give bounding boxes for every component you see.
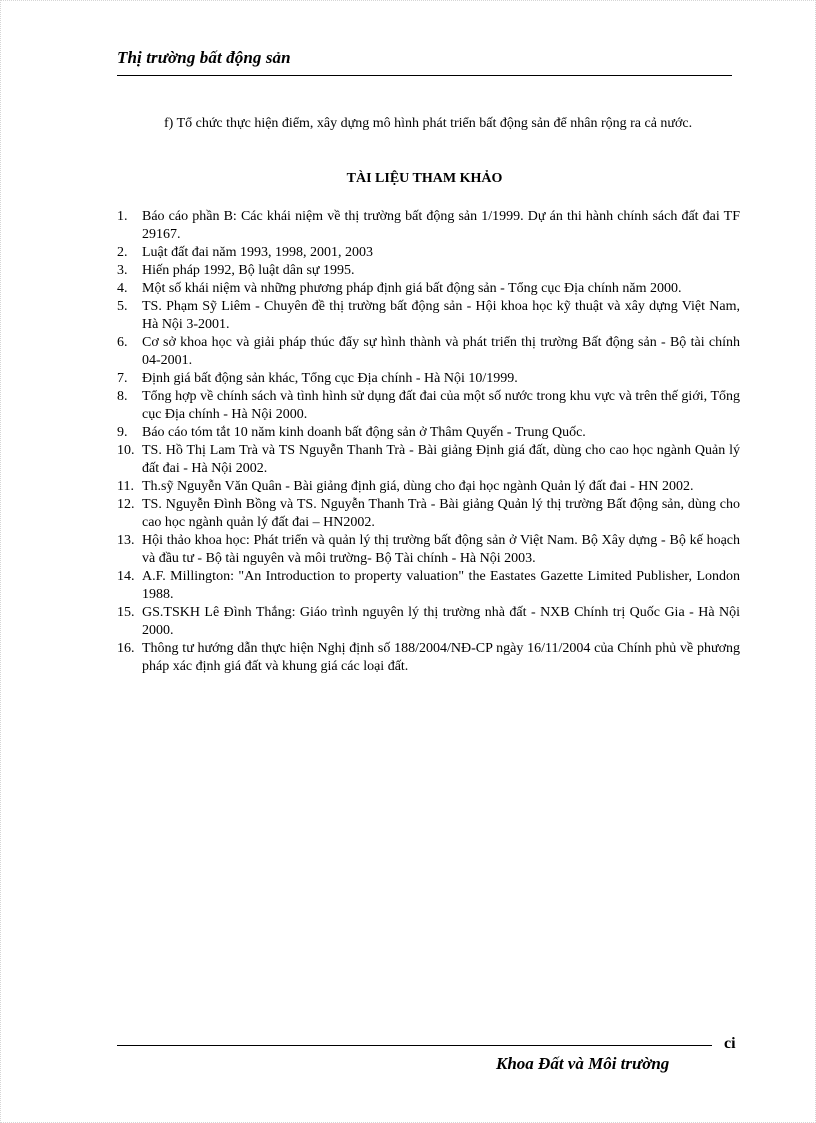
reference-item [117,280,740,298]
reference-text: Hiến pháp 1992, Bộ luật dân sự 1995. [142,263,355,278]
reference-text: Hội thảo khoa học: Phát triển và quản lý thị trường bất động sản ở Việt Nam. Bộ Xây dựng - Bộ kế hoạch và đầu tư - Bộ tài nguyên và môi trường- Bộ Tài chính - Hà Nội 2003. [142,533,740,566]
reference-item [117,496,740,532]
reference-text: TS. Hồ Thị Lam Trà và TS Nguyễn Thanh Trà - Bài giảng Định giá đất, dùng cho cao học ngành Quản lý đất đai - Hà Nội 2002. [142,443,740,476]
reference-number: 13. [117,533,135,548]
reference-number: 6. [117,335,128,350]
reference-item [117,568,740,604]
reference-number: 11. [117,479,134,494]
reference-item [117,640,740,676]
reference-item [117,244,740,262]
reference-text: Báo cáo phần B: Các khái niệm về thị trường bất động sản 1/1999. Dự án thi hành chính sách đất đai TF 29167. [142,209,740,242]
header-rule [117,75,732,76]
reference-item [117,532,740,568]
reference-text: TS. Nguyễn Đình Bồng và TS. Nguyễn Thanh Trà - Bài giảng Quản lý thị trường Bất động sản, dùng cho cao học ngành quản lý đất đai – HN2002. [142,497,740,530]
reference-text: Th.sỹ Nguyễn Văn Quân - Bài giảng định giá, dùng cho đại học ngành Quản lý đất đai - HN 2002. [142,479,694,494]
reference-number: 5. [117,299,128,314]
reference-item [117,388,740,424]
references-heading: TÀI LIỆU THAM KHẢO [346,171,503,186]
page-number: ci [724,1035,736,1052]
intro-paragraph: f) Tổ chức thực hiện điểm, xây dựng mô hình phát triển bất động sản để nhân rộng ra cả nước. [164,116,693,131]
reference-item [117,262,740,280]
reference-item [117,334,740,370]
reference-text: Báo cáo tóm tắt 10 năm kinh doanh bất động sản ở Thâm Quyến - Trung Quốc. [142,425,586,440]
reference-item [117,298,740,334]
reference-text: Định giá bất động sản khác, Tổng cục Địa chính - Hà Nội 10/1999. [142,371,518,386]
reference-number: 7. [117,371,128,386]
reference-item [117,208,740,244]
footer-rule [117,1045,712,1046]
reference-text: Cơ sở khoa học và giải pháp thúc đẩy sự hình thành và phát triển thị trường Bất động sản - Bộ tài chính 04-2001. [142,335,740,368]
reference-number: 1. [117,209,128,224]
reference-number: 14. [117,569,135,584]
running-header-title: Thị trường bất động sản [117,48,291,67]
reference-number: 2. [117,245,128,260]
reference-text: Tổng hợp về chính sách và tình hình sử dụng đất đai của một số nước trong khu vực và trên thế giới, Tổng cục Địa chính - Hà Nội 2000. [142,389,740,422]
reference-number: 15. [117,605,135,620]
reference-text: GS.TSKH Lê Đình Thắng: Giáo trình nguyên lý thị trường nhà đất - NXB Chính trị Quốc Gia - Hà Nội 2000. [142,605,740,638]
reference-item [117,478,740,496]
reference-number: 8. [117,389,128,404]
reference-text: Thông tư hướng dẫn thực hiện Nghị định số 188/2004/NĐ-CP ngày 16/11/2004 của Chính phủ về phương pháp xác định giá đất và khung giá các loại đất. [142,641,740,674]
reference-number: 12. [117,497,135,512]
reference-text: Luật đất đai năm 1993, 1998, 2001, 2003 [142,245,373,260]
running-footer-title: Khoa Đất và Môi trường [496,1054,670,1073]
reference-item [117,370,740,388]
reference-item [117,604,740,640]
reference-text: TS. Phạm Sỹ Liêm - Chuyên đề thị trường bất động sản - Hội khoa học kỹ thuật và xây dựng Việt Nam, Hà Nội 3-2001. [142,299,740,332]
reference-item [117,442,740,478]
reference-number: 4. [117,281,128,296]
reference-number: 9. [117,425,128,440]
reference-item [117,424,740,442]
reference-number: 10. [117,443,135,458]
reference-text: A.F. Millington: "An Introduction to property valuation" the Eastates Gazette Limited Publisher, London 1988. [142,569,740,602]
reference-number: 16. [117,641,135,656]
reference-text: Một số khái niệm và những phương pháp định giá bất động sản - Tổng cục Địa chính năm 2000. [142,281,682,296]
references-list [117,208,740,676]
reference-number: 3. [117,263,128,278]
